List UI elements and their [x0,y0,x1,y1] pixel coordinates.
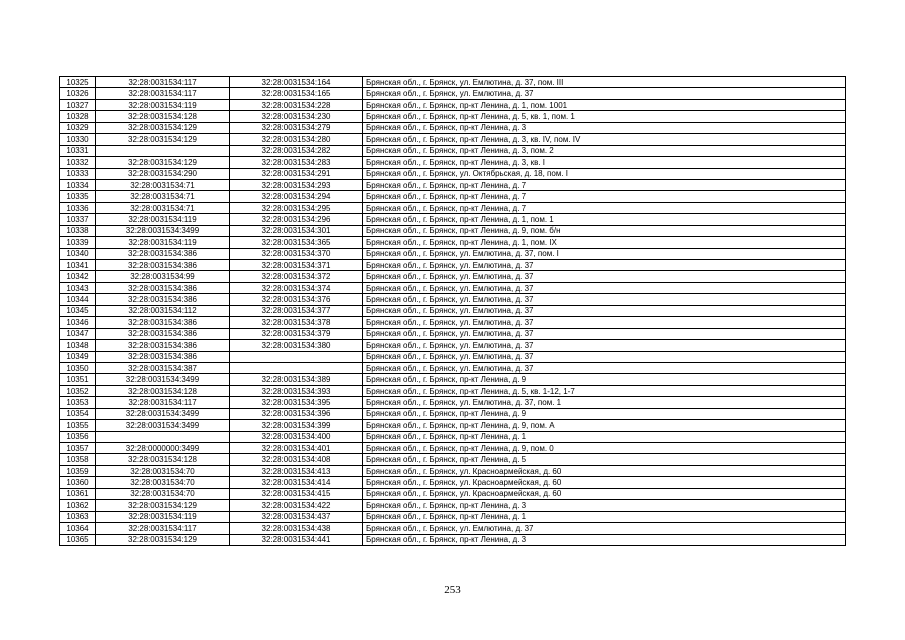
table-row [60,122,846,133]
cadastral-number-cell: 32:28:0031534:414 [230,477,363,488]
table-row [60,191,846,202]
parent-cadastral-number-cell: 32:28:0000000:3499 [96,443,230,454]
row-number-cell: 10336 [60,202,96,213]
cadastral-number-cell: 32:28:0031534:422 [230,500,363,511]
row-number-cell: 10346 [60,317,96,328]
row-number-cell: 10328 [60,111,96,122]
address-cell: Брянская обл., г. Брянск, пр-кт Ленина, д. 3, кв. IV, пом. IV [363,134,846,145]
address-cell: Брянская обл., г. Брянск, пр-кт Ленина, д. 1, пом. 1001 [363,99,846,110]
row-number-cell: 10329 [60,122,96,133]
parent-cadastral-number-cell: 32:28:0031534:386 [96,317,230,328]
table-row [60,511,846,522]
address-cell: Брянская обл., г. Брянск, пр-кт Ленина, д. 5 [363,454,846,465]
parent-cadastral-number-cell: 32:28:0031534:70 [96,488,230,499]
address-cell: Брянская обл., г. Брянск, ул. Емлютина, д. 37 [363,328,846,339]
cadastral-number-cell: 32:28:0031534:279 [230,122,363,133]
address-cell: Брянская обл., г. Брянск, пр-кт Ленина, д. 3 [363,500,846,511]
table-row [60,225,846,236]
table-row [60,408,846,419]
table-row [60,431,846,442]
table-row [60,362,846,373]
parent-cadastral-number-cell: 32:28:0031534:119 [96,237,230,248]
table-row [60,111,846,122]
row-number-cell: 10349 [60,351,96,362]
cadastral-number-cell: 32:28:0031534:413 [230,465,363,476]
parent-cadastral-number-cell: 32:28:0031534:290 [96,168,230,179]
parent-cadastral-number-cell [96,145,230,156]
address-cell: Брянская обл., г. Брянск, пр-кт Ленина, д. 9, пом. А [363,420,846,431]
parent-cadastral-number-cell [96,431,230,442]
page-number: 253 [444,584,461,596]
cadastral-number-cell: 32:28:0031534:164 [230,77,363,88]
table-row [60,500,846,511]
parent-cadastral-number-cell: 32:28:0031534:386 [96,294,230,305]
table-row [60,294,846,305]
table-row [60,179,846,190]
address-cell: Брянская обл., г. Брянск, пр-кт Ленина, д. 1 [363,431,846,442]
address-cell: Брянская обл., г. Брянск, ул. Емлютина, д. 37 [363,317,846,328]
parent-cadastral-number-cell: 32:28:0031534:71 [96,202,230,213]
cadastral-number-cell: 32:28:0031534:301 [230,225,363,236]
cadastral-number-cell: 32:28:0031534:228 [230,99,363,110]
table-row [60,214,846,225]
row-number-cell: 10342 [60,271,96,282]
address-cell: Брянская обл., г. Брянск, ул. Красноармейская, д. 60 [363,477,846,488]
table-row [60,443,846,454]
cadastral-number-cell: 32:28:0031534:280 [230,134,363,145]
cadastral-number-cell [230,351,363,362]
table-row [60,397,846,408]
parent-cadastral-number-cell: 32:28:0031534:386 [96,340,230,351]
row-number-cell: 10335 [60,191,96,202]
address-cell: Брянская обл., г. Брянск, ул. Емлютина, д. 37 [363,362,846,373]
parent-cadastral-number-cell: 32:28:0031534:129 [96,134,230,145]
cadastral-number-cell: 32:28:0031534:370 [230,248,363,259]
table-row [60,260,846,271]
table-row [60,305,846,316]
parent-cadastral-number-cell: 32:28:0031534:386 [96,282,230,293]
table-row [60,134,846,145]
cadastral-number-cell: 32:28:0031534:400 [230,431,363,442]
row-number-cell: 10332 [60,157,96,168]
table-row [60,99,846,110]
address-cell: Брянская обл., г. Брянск, ул. Емлютина, д. 37 [363,282,846,293]
row-number-cell: 10351 [60,374,96,385]
parent-cadastral-number-cell: 32:28:0031534:119 [96,511,230,522]
address-cell: Брянская обл., г. Брянск, ул. Емлютина, д. 37 [363,271,846,282]
row-number-cell: 10360 [60,477,96,488]
row-number-cell: 10330 [60,134,96,145]
parent-cadastral-number-cell: 32:28:0031534:70 [96,477,230,488]
row-number-cell: 10333 [60,168,96,179]
parent-cadastral-number-cell: 32:28:0031534:387 [96,362,230,373]
cadastral-number-cell: 32:28:0031534:372 [230,271,363,282]
table-row [60,488,846,499]
cadastral-number-cell: 32:28:0031534:441 [230,534,363,545]
table-row [60,168,846,179]
parent-cadastral-number-cell: 32:28:0031534:99 [96,271,230,282]
table-row [60,248,846,259]
address-cell: Брянская обл., г. Брянск, пр-кт Ленина, д. 5, кв. 1, пом. 1 [363,111,846,122]
parent-cadastral-number-cell: 32:28:0031534:129 [96,500,230,511]
cadastral-number-cell: 32:28:0031534:389 [230,374,363,385]
registry-table [59,76,846,546]
cadastral-number-cell: 32:28:0031534:408 [230,454,363,465]
cadastral-number-cell: 32:28:0031534:374 [230,282,363,293]
row-number-cell: 10325 [60,77,96,88]
table-row [60,157,846,168]
address-cell: Брянская обл., г. Брянск, пр-кт Ленина, д. 9, пом. 0 [363,443,846,454]
row-number-cell: 10347 [60,328,96,339]
address-cell: Брянская обл., г. Брянск, пр-кт Ленина, д. 3 [363,534,846,545]
table-row [60,340,846,351]
address-cell: Брянская обл., г. Брянск, ул. Октябрьская, д. 18, пом. I [363,168,846,179]
row-number-cell: 10340 [60,248,96,259]
parent-cadastral-number-cell: 32:28:0031534:3499 [96,374,230,385]
table-row [60,534,846,545]
row-number-cell: 10362 [60,500,96,511]
row-number-cell: 10358 [60,454,96,465]
parent-cadastral-number-cell: 32:28:0031534:71 [96,179,230,190]
cadastral-number-cell: 32:28:0031534:380 [230,340,363,351]
address-cell: Брянская обл., г. Брянск, ул. Емлютина, д. 37, пом. III [363,77,846,88]
row-number-cell: 10365 [60,534,96,545]
row-number-cell: 10364 [60,523,96,534]
cadastral-number-cell: 32:28:0031534:282 [230,145,363,156]
cadastral-number-cell: 32:28:0031534:283 [230,157,363,168]
address-cell: Брянская обл., г. Брянск, ул. Емлютина, д. 37 [363,351,846,362]
table-row [60,523,846,534]
parent-cadastral-number-cell: 32:28:0031534:386 [96,351,230,362]
address-cell: Брянская обл., г. Брянск, пр-кт Ленина, д. 7 [363,179,846,190]
row-number-cell: 10326 [60,88,96,99]
cadastral-number-cell: 32:28:0031534:295 [230,202,363,213]
address-cell: Брянская обл., г. Брянск, пр-кт Ленина, д. 3 [363,122,846,133]
table-row [60,145,846,156]
cadastral-number-cell: 32:28:0031534:378 [230,317,363,328]
table-row [60,477,846,488]
address-cell: Брянская обл., г. Брянск, пр-кт Ленина, д. 3, пом. 2 [363,145,846,156]
table-row [60,420,846,431]
parent-cadastral-number-cell: 32:28:0031534:117 [96,77,230,88]
cadastral-number-cell: 32:28:0031534:365 [230,237,363,248]
row-number-cell: 10350 [60,362,96,373]
cadastral-number-cell: 32:28:0031534:296 [230,214,363,225]
cadastral-number-cell: 32:28:0031534:401 [230,443,363,454]
cadastral-number-cell: 32:28:0031534:437 [230,511,363,522]
row-number-cell: 10355 [60,420,96,431]
address-cell: Брянская обл., г. Брянск, ул. Емлютина, д. 37, пом. 1 [363,397,846,408]
row-number-cell: 10354 [60,408,96,419]
cadastral-number-cell: 32:28:0031534:399 [230,420,363,431]
cadastral-number-cell: 32:28:0031534:165 [230,88,363,99]
cadastral-number-cell: 32:28:0031534:293 [230,179,363,190]
address-cell: Брянская обл., г. Брянск, пр-кт Ленина, д. 3, кв. I [363,157,846,168]
row-number-cell: 10348 [60,340,96,351]
cadastral-number-cell: 32:28:0031534:438 [230,523,363,534]
parent-cadastral-number-cell: 32:28:0031534:3499 [96,408,230,419]
parent-cadastral-number-cell: 32:28:0031534:112 [96,305,230,316]
row-number-cell: 10344 [60,294,96,305]
parent-cadastral-number-cell: 32:28:0031534:128 [96,454,230,465]
row-number-cell: 10363 [60,511,96,522]
cadastral-number-cell: 32:28:0031534:376 [230,294,363,305]
table-row [60,88,846,99]
address-cell: Брянская обл., г. Брянск, пр-кт Ленина, д. 9, пом. б/н [363,225,846,236]
address-cell: Брянская обл., г. Брянск, пр-кт Ленина, д. 1, пом. IX [363,237,846,248]
row-number-cell: 10356 [60,431,96,442]
address-cell: Брянская обл., г. Брянск, ул. Красноармейская, д. 60 [363,465,846,476]
parent-cadastral-number-cell: 32:28:0031534:71 [96,191,230,202]
row-number-cell: 10337 [60,214,96,225]
parent-cadastral-number-cell: 32:28:0031534:129 [96,122,230,133]
address-cell: Брянская обл., г. Брянск, ул. Емлютина, д. 37 [363,88,846,99]
table-row [60,271,846,282]
table-row [60,237,846,248]
cadastral-number-cell [230,362,363,373]
row-number-cell: 10339 [60,237,96,248]
address-cell: Брянская обл., г. Брянск, ул. Емлютина, д. 37, пом. I [363,248,846,259]
address-cell: Брянская обл., г. Брянск, пр-кт Ленина, д. 1, пом. 1 [363,214,846,225]
parent-cadastral-number-cell: 32:28:0031534:129 [96,157,230,168]
parent-cadastral-number-cell: 32:28:0031534:117 [96,88,230,99]
table-row [60,202,846,213]
parent-cadastral-number-cell: 32:28:0031534:386 [96,260,230,271]
parent-cadastral-number-cell: 32:28:0031534:128 [96,385,230,396]
row-number-cell: 10338 [60,225,96,236]
parent-cadastral-number-cell: 32:28:0031534:386 [96,248,230,259]
table-row [60,385,846,396]
row-number-cell: 10334 [60,179,96,190]
cadastral-number-cell: 32:28:0031534:415 [230,488,363,499]
parent-cadastral-number-cell: 32:28:0031534:117 [96,523,230,534]
table-row [60,317,846,328]
cadastral-number-cell: 32:28:0031534:377 [230,305,363,316]
parent-cadastral-number-cell: 32:28:0031534:3499 [96,225,230,236]
address-cell: Брянская обл., г. Брянск, пр-кт Ленина, д. 9 [363,374,846,385]
address-cell: Брянская обл., г. Брянск, ул. Красноармейская, д. 60 [363,488,846,499]
parent-cadastral-number-cell: 32:28:0031534:3499 [96,420,230,431]
row-number-cell: 10331 [60,145,96,156]
address-cell: Брянская обл., г. Брянск, ул. Емлютина, д. 37 [363,340,846,351]
address-cell: Брянская обл., г. Брянск, ул. Емлютина, д. 37 [363,260,846,271]
cadastral-number-cell: 32:28:0031534:393 [230,385,363,396]
cadastral-number-cell: 32:28:0031534:294 [230,191,363,202]
cadastral-number-cell: 32:28:0031534:371 [230,260,363,271]
address-cell: Брянская обл., г. Брянск, пр-кт Ленина, д. 7 [363,191,846,202]
row-number-cell: 10353 [60,397,96,408]
cadastral-number-cell: 32:28:0031534:395 [230,397,363,408]
parent-cadastral-number-cell: 32:28:0031534:70 [96,465,230,476]
table-row [60,328,846,339]
table-row [60,454,846,465]
parent-cadastral-number-cell: 32:28:0031534:129 [96,534,230,545]
address-cell: Брянская обл., г. Брянск, пр-кт Ленина, д. 7 [363,202,846,213]
address-cell: Брянская обл., г. Брянск, ул. Емлютина, д. 37 [363,305,846,316]
parent-cadastral-number-cell: 32:28:0031534:128 [96,111,230,122]
row-number-cell: 10359 [60,465,96,476]
row-number-cell: 10343 [60,282,96,293]
registry-table-body [60,77,846,546]
cadastral-number-cell: 32:28:0031534:230 [230,111,363,122]
address-cell: Брянская обл., г. Брянск, ул. Емлютина, д. 37 [363,523,846,534]
row-number-cell: 10341 [60,260,96,271]
table-row [60,77,846,88]
address-cell: Брянская обл., г. Брянск, пр-кт Ленина, д. 9 [363,408,846,419]
row-number-cell: 10352 [60,385,96,396]
row-number-cell: 10327 [60,99,96,110]
table-row [60,465,846,476]
row-number-cell: 10361 [60,488,96,499]
parent-cadastral-number-cell: 32:28:0031534:119 [96,214,230,225]
table-row [60,351,846,362]
parent-cadastral-number-cell: 32:28:0031534:386 [96,328,230,339]
row-number-cell: 10345 [60,305,96,316]
parent-cadastral-number-cell: 32:28:0031534:119 [96,99,230,110]
parent-cadastral-number-cell: 32:28:0031534:117 [96,397,230,408]
address-cell: Брянская обл., г. Брянск, пр-кт Ленина, д. 5, кв. 1-12, 1-7 [363,385,846,396]
cadastral-number-cell: 32:28:0031534:396 [230,408,363,419]
address-cell: Брянская обл., г. Брянск, ул. Емлютина, д. 37 [363,294,846,305]
address-cell: Брянская обл., г. Брянск, пр-кт Ленина, д. 1 [363,511,846,522]
cadastral-number-cell: 32:28:0031534:379 [230,328,363,339]
table-row [60,374,846,385]
table-row [60,282,846,293]
row-number-cell: 10357 [60,443,96,454]
cadastral-number-cell: 32:28:0031534:291 [230,168,363,179]
